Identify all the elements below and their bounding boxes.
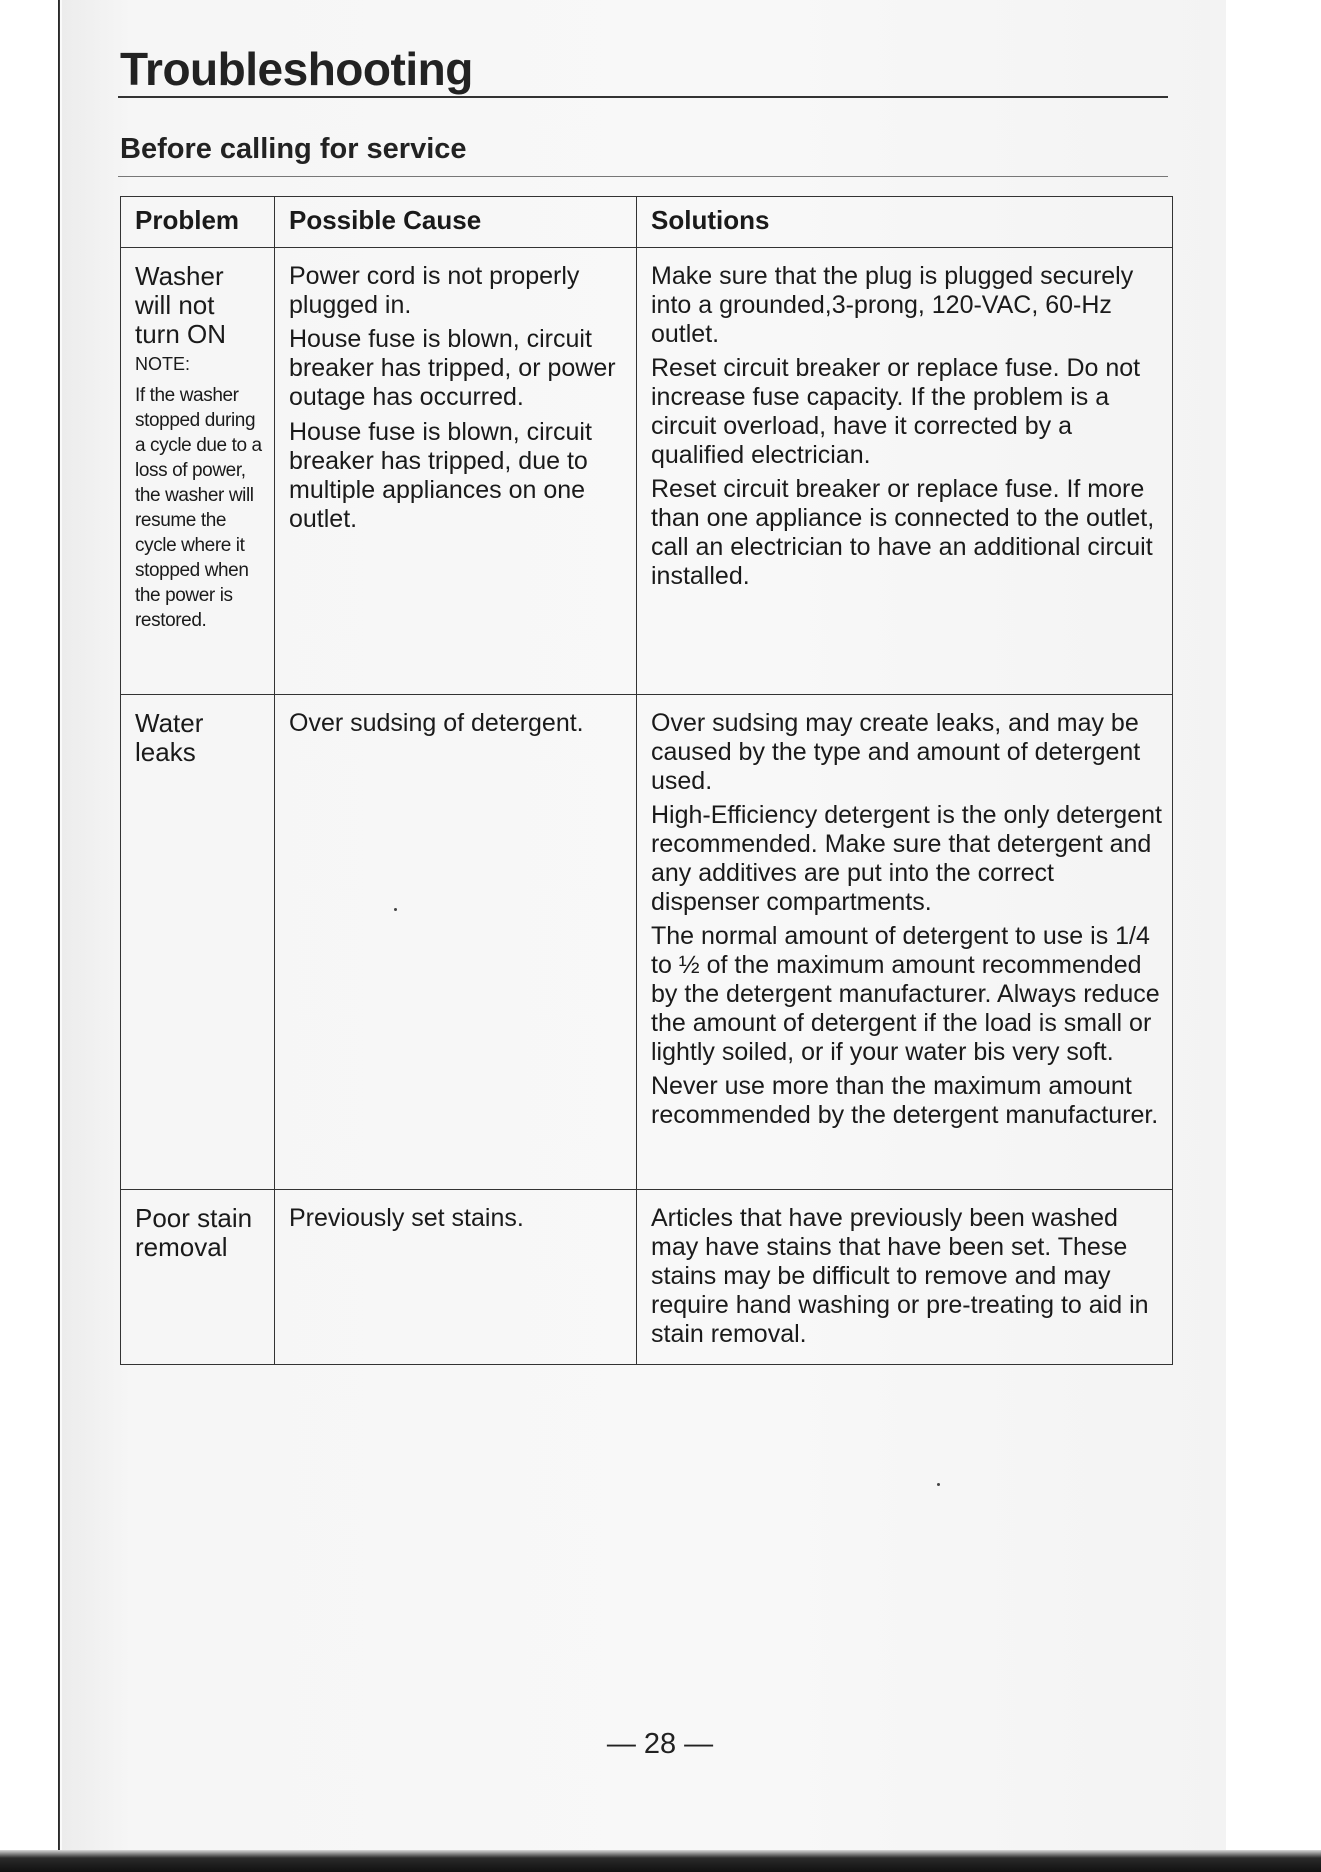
problem-text: Washer will not turn ON [135,261,227,349]
table-row [121,248,1173,695]
problem-cell [121,248,275,695]
scan-bottom-edge [0,1850,1321,1872]
section-heading: Before calling for service [120,133,467,165]
cause-cell [275,248,637,695]
problem-cell [121,1190,275,1365]
solution-text: High-Efficiency detergent is the only detergent recommended. Make sure that detergent and any additives are put into the correct dispenser compartments. [651,801,1162,916]
scan-right-margin [1226,0,1321,1850]
cause-cell [275,695,637,1190]
problem-text: Water leaks [135,708,204,767]
solution-text: The normal amount of detergent to use is 1/4 to ½ of the maximum amount recommended by the detergent manufacturer. Always reduce the amount of detergent if the load is small or lightly soiled, or if your water bis very soft. [651,922,1160,1066]
scan-speck [937,1483,940,1486]
column-header-cause: Possible Cause [275,197,637,248]
scan-speck [394,908,397,911]
cause-text: House fuse is blown, circuit breaker has tripped, due to multiple appliances on one outlet. [289,418,592,533]
solution-text: Reset circuit breaker or replace fuse. If more than one appliance is connected to the outlet, call an electrician to have an additional circuit installed. [651,475,1155,590]
column-header-solutions: Solutions [637,197,1173,248]
column-header-problem: Problem [121,197,275,248]
table-header-row [121,197,1173,248]
solution-text: Make sure that the plug is plugged securely into a grounded,3-prong, 120-VAC, 60-Hz outlet. [651,262,1134,348]
title-divider [118,96,1168,98]
page-title: Troubleshooting [120,43,473,95]
problem-text: Poor stain removal [135,1203,253,1262]
solution-cell [637,248,1173,695]
solution-text: Never use more than the maximum amount recommended by the detergent manufacturer. [651,1072,1159,1129]
page-number: — 28 — [606,1728,714,1760]
note-text: If the washer stopped during a cycle due to a loss of power, the washer will resume the cycle where it stopped when the power is restored. [135,385,262,631]
cause-text: Power cord is not properly plugged in. [289,262,580,319]
cause-text: Over sudsing of detergent. [289,709,584,737]
solution-cell [637,1190,1173,1365]
solution-text: Reset circuit breaker or replace fuse. Do not increase fuse capacity. If the problem is a circuit overload, have it corrected by a qualified electrician. [651,354,1141,469]
cause-cell [275,1190,637,1365]
solution-cell [637,695,1173,1190]
problem-cell [121,695,275,1190]
section-divider [118,176,1168,177]
scan-left-edge [0,0,60,1872]
cause-text: Previously set stains. [289,1204,524,1232]
troubleshooting-table [120,196,1173,1365]
table-row [121,695,1173,1190]
solution-text: Over sudsing may create leaks, and may be caused by the type and amount of detergent used. [651,709,1141,795]
table-row [121,1190,1173,1365]
solution-text: Articles that have previously been washed may have stains that have been set. These stains may be difficult to remove and may require hand washing or pre-treating to aid in stain removal. [651,1204,1149,1348]
cause-text: House fuse is blown, circuit breaker has tripped, or power outage has occurred. [289,325,616,411]
note-label: NOTE: [135,354,191,374]
